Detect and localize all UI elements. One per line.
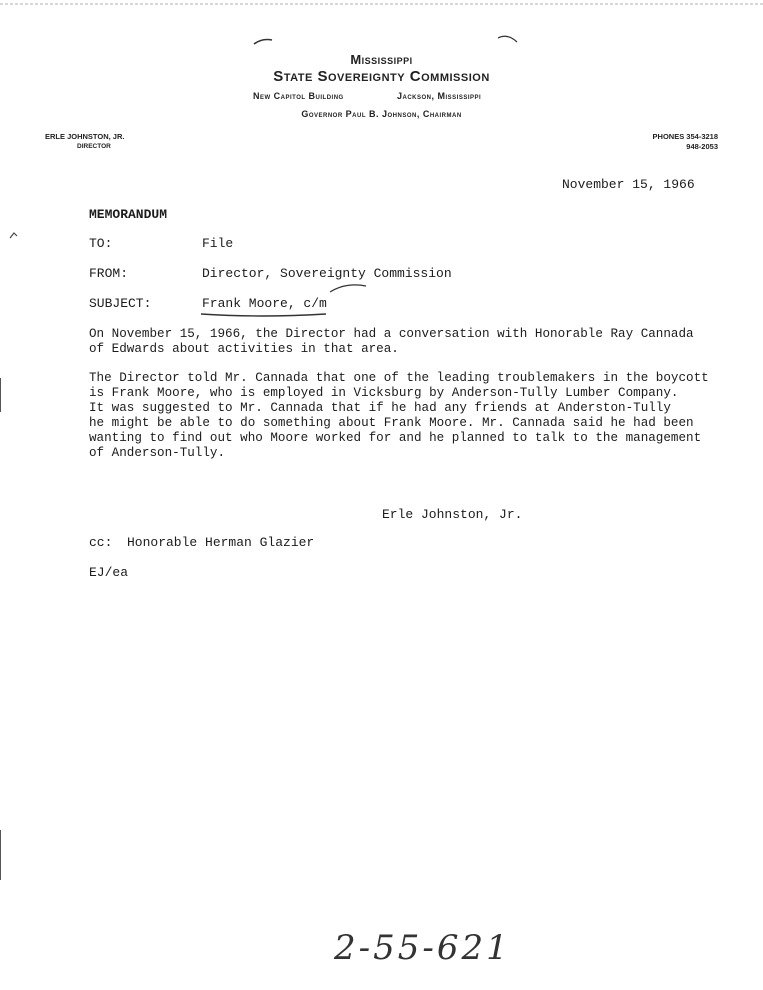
letterhead-state: Mississippi (350, 52, 413, 67)
from-label: FROM: (89, 266, 129, 281)
director-title: DIRECTOR (77, 143, 111, 150)
handwritten-file-number: 2-55-621 (334, 928, 511, 968)
letterhead-governor: Governor Paul B. Johnson, Chairman (301, 109, 462, 119)
memo-heading: MEMORANDUM (89, 207, 168, 222)
subject-value: Frank Moore, c/m (202, 296, 327, 311)
letterhead-commission: State Sovereignty Commission (273, 68, 490, 85)
handwritten-check (330, 285, 366, 292)
typist-initials: EJ/ea (89, 565, 129, 580)
memo-date: November 15, 1966 (562, 177, 695, 192)
body-paragraph-1: On November 15, 1966, the Director had a conversation with Honorable Ray Cannada of Edwards about activities in that area. (89, 327, 694, 356)
letterhead-city: Jackson, Mississippi (397, 91, 482, 101)
subject-label: SUBJECT: (89, 296, 152, 311)
margin-tick-mark (10, 233, 17, 238)
from-value: Director, Sovereignty Commission (202, 266, 452, 281)
letterhead-building: New Capitol Building (253, 91, 344, 101)
cc-value: Honorable Herman Glazier (127, 535, 315, 550)
signature: Erle Johnston, Jr. (382, 507, 523, 522)
cc-label: cc: (89, 535, 113, 550)
stroke-mark-right (498, 36, 517, 42)
phones-label: PHONES 354-3218 (652, 132, 718, 141)
to-label: TO: (89, 236, 113, 251)
to-value: File (202, 236, 234, 251)
subject-underline (201, 314, 326, 316)
phones-alt: 948-2053 (686, 142, 718, 151)
body-paragraph-2: The Director told Mr. Cannada that one of the leading troublemakers in the boycott is Frank Moore, who is employed in Vicksburg by Anderson-Tully Lumber Company. It was suggested to Mr. Cannada that if he had any friends at Anderston-Tully he might be able to do something about Frank Moore. Mr. Cannada said he had been wanting to find out who Moore worked for and he planned to talk to the management of Anderson-Tully. (89, 371, 709, 460)
stroke-mark-left (254, 40, 272, 45)
director-name: ERLE JOHNSTON, JR. (45, 132, 125, 141)
